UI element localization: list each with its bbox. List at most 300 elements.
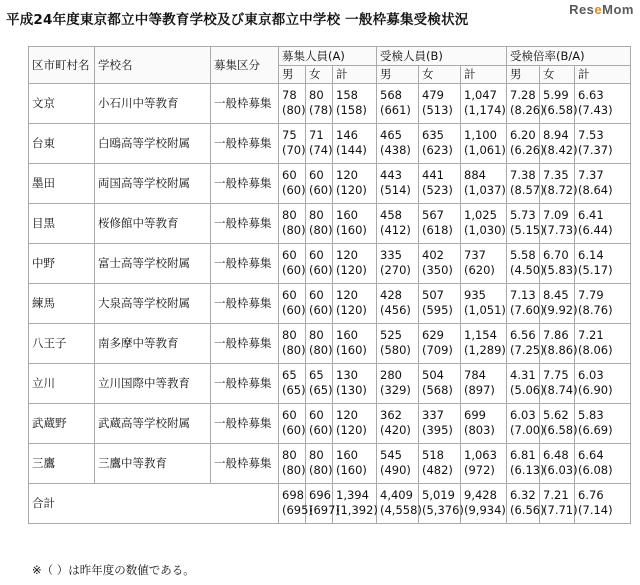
current-value: 7.53 — [578, 128, 604, 142]
value-cell — [575, 84, 631, 124]
district-cell: 立川 — [29, 364, 95, 404]
current-value: 146 — [336, 128, 358, 142]
previous-year-value: (160) — [336, 343, 367, 357]
value-cell — [377, 204, 419, 244]
value-cell — [279, 324, 306, 364]
value-cell — [333, 124, 377, 164]
current-value: 80 — [282, 448, 297, 462]
current-value: 60 — [282, 248, 297, 262]
district-cell: 墨田 — [29, 164, 95, 204]
value-cell — [540, 324, 578, 364]
previous-year-value: (8.74) — [543, 383, 578, 397]
current-value: 1,025 — [464, 208, 497, 222]
resemom-logo[interactable] — [569, 2, 634, 17]
value-cell — [377, 164, 419, 204]
value-cell — [461, 244, 507, 284]
value-cell — [507, 284, 545, 324]
current-value: 80 — [309, 88, 324, 102]
current-value: 7.35 — [543, 168, 569, 182]
value-cell — [575, 324, 631, 364]
value-cell — [306, 124, 333, 164]
value-cell — [377, 364, 419, 404]
school-cell: 富士高等学校附属 — [95, 244, 211, 284]
current-value: 4,409 — [380, 488, 413, 502]
header-applicants-male: 男 — [377, 66, 419, 84]
school-cell: 大泉高等学校附属 — [95, 284, 211, 324]
previous-year-value: (4.50) — [510, 263, 545, 277]
previous-year-value: (7.37) — [578, 143, 613, 157]
current-value: 7.21 — [543, 488, 569, 502]
current-value: 6.76 — [578, 488, 604, 502]
page-title: 平成24年度東京都立中等教育学校及び東京都立中学校 一般枠募集受検状況 — [6, 12, 469, 28]
current-value: 65 — [282, 368, 297, 382]
current-value: 60 — [309, 168, 324, 182]
table-row — [29, 164, 631, 204]
previous-year-value: (618) — [422, 223, 453, 237]
current-value: 7.75 — [543, 368, 569, 382]
category-cell: 一般枠募集 — [211, 204, 279, 244]
previous-year-value: (8.06) — [578, 343, 613, 357]
current-value: 60 — [282, 168, 297, 182]
school-cell: 武蔵高等学校附属 — [95, 404, 211, 444]
category-cell: 一般枠募集 — [211, 444, 279, 484]
current-value: 458 — [380, 208, 402, 222]
total-value-cell — [333, 484, 377, 524]
previous-year-value: (1,392) — [336, 503, 378, 517]
current-value: 443 — [380, 168, 402, 182]
current-value: 6.48 — [543, 448, 569, 462]
previous-year-value: (8.57) — [510, 183, 545, 197]
current-value: 60 — [282, 408, 297, 422]
previous-year-value: (697) — [309, 503, 340, 517]
value-cell — [419, 404, 461, 444]
current-value: 5.83 — [578, 408, 604, 422]
previous-year-value: (60) — [282, 423, 306, 437]
previous-year-value: (523) — [422, 183, 453, 197]
current-value: 120 — [336, 408, 358, 422]
header-recruit-total: 計 — [333, 66, 377, 84]
previous-year-value: (144) — [336, 143, 367, 157]
previous-year-value: (65) — [309, 383, 333, 397]
previous-year-value: (160) — [336, 463, 367, 477]
value-cell — [306, 284, 333, 324]
previous-year-value: (514) — [380, 183, 411, 197]
district-cell: 三鷹 — [29, 444, 95, 484]
value-cell — [507, 364, 545, 404]
previous-year-value: (709) — [422, 343, 453, 357]
table-row — [29, 204, 631, 244]
table-row — [29, 444, 631, 484]
previous-year-value: (395) — [422, 423, 453, 437]
exam-status-table — [28, 46, 631, 524]
previous-year-value: (60) — [282, 263, 306, 277]
value-cell — [333, 204, 377, 244]
previous-year-value: (412) — [380, 223, 411, 237]
current-value: 507 — [422, 288, 444, 302]
previous-year-value: (6.90) — [578, 383, 613, 397]
previous-year-value: (6.26) — [510, 143, 545, 157]
previous-year-value: (8.64) — [578, 183, 613, 197]
value-cell — [507, 444, 545, 484]
table-body — [29, 84, 631, 524]
previous-year-value: (120) — [336, 303, 367, 317]
table-row — [29, 324, 631, 364]
current-value: 441 — [422, 168, 444, 182]
previous-year-value: (6.56) — [510, 503, 545, 517]
previous-year-value: (623) — [422, 143, 453, 157]
value-cell — [419, 204, 461, 244]
current-value: 7.13 — [510, 288, 536, 302]
district-cell: 中野 — [29, 244, 95, 284]
previous-year-value: (60) — [282, 303, 306, 317]
logo-text-part3: Mom — [602, 2, 634, 17]
value-cell — [419, 364, 461, 404]
value-cell — [333, 364, 377, 404]
header-recruit-male: 男 — [279, 66, 306, 84]
current-value: 8.94 — [543, 128, 569, 142]
value-cell — [461, 84, 507, 124]
header-applicants: 受検人員(B) — [377, 47, 507, 66]
value-cell — [540, 124, 578, 164]
value-cell — [377, 84, 419, 124]
value-cell — [419, 444, 461, 484]
header-recruit-female: 女 — [306, 66, 333, 84]
previous-year-value: (65) — [282, 383, 306, 397]
value-cell — [306, 444, 333, 484]
previous-year-value: (160) — [336, 223, 367, 237]
footnote: ※（ ）は昨年度の数値である。 — [32, 563, 195, 577]
current-value: 75 — [282, 128, 297, 142]
total-value-cell — [279, 484, 313, 524]
current-value: 120 — [336, 168, 358, 182]
previous-year-value: (620) — [464, 263, 495, 277]
value-cell — [575, 284, 631, 324]
current-value: 5.73 — [510, 208, 536, 222]
value-cell — [540, 444, 578, 484]
school-cell: 立川国際中等教育 — [95, 364, 211, 404]
current-value: 4.31 — [510, 368, 536, 382]
current-value: 518 — [422, 448, 444, 462]
header-recruit: 募集人員(A) — [279, 47, 377, 66]
header-row-top — [29, 47, 631, 66]
value-cell — [377, 284, 419, 324]
district-cell: 台東 — [29, 124, 95, 164]
previous-year-value: (80) — [282, 223, 306, 237]
value-cell — [507, 244, 545, 284]
current-value: 465 — [380, 128, 402, 142]
current-value: 6.63 — [578, 88, 604, 102]
category-cell: 一般枠募集 — [211, 164, 279, 204]
district-cell: 文京 — [29, 84, 95, 124]
school-cell: 三鷹中等教育 — [95, 444, 211, 484]
current-value: 6.03 — [578, 368, 604, 382]
school-cell: 両国高等学校附属 — [95, 164, 211, 204]
value-cell — [419, 324, 461, 364]
previous-year-value: (482) — [422, 463, 453, 477]
previous-year-value: (120) — [336, 183, 367, 197]
previous-year-value: (6.58) — [543, 103, 578, 117]
value-cell — [540, 404, 578, 444]
previous-year-value: (1,051) — [464, 303, 506, 317]
previous-year-value: (6.13) — [510, 463, 545, 477]
value-cell — [333, 84, 377, 124]
value-cell — [575, 244, 631, 284]
header-applicants-female: 女 — [419, 66, 461, 84]
previous-year-value: (80) — [282, 103, 306, 117]
value-cell — [461, 124, 507, 164]
value-cell — [279, 364, 306, 404]
previous-year-value: (8.72) — [543, 183, 578, 197]
previous-year-value: (270) — [380, 263, 411, 277]
table-row — [29, 84, 631, 124]
current-value: 737 — [464, 248, 486, 262]
value-cell — [377, 124, 419, 164]
value-cell — [377, 404, 419, 444]
current-value: 65 — [309, 368, 324, 382]
category-cell: 一般枠募集 — [211, 364, 279, 404]
previous-year-value: (329) — [380, 383, 411, 397]
current-value: 80 — [309, 328, 324, 342]
previous-year-value: (350) — [422, 263, 453, 277]
value-cell — [279, 84, 306, 124]
value-cell — [507, 404, 545, 444]
value-cell — [306, 364, 333, 404]
current-value: 80 — [309, 208, 324, 222]
current-value: 7.37 — [578, 168, 604, 182]
current-value: 428 — [380, 288, 402, 302]
previous-year-value: (7.73) — [543, 223, 578, 237]
previous-year-value: (80) — [309, 343, 333, 357]
current-value: 567 — [422, 208, 444, 222]
previous-year-value: (7.71) — [543, 503, 578, 517]
previous-year-value: (5,376) — [422, 503, 464, 517]
current-value: 7.28 — [510, 88, 536, 102]
table-row — [29, 124, 631, 164]
current-value: 7.86 — [543, 328, 569, 342]
current-value: 1,100 — [464, 128, 497, 142]
value-cell — [461, 444, 507, 484]
current-value: 60 — [282, 288, 297, 302]
value-cell — [333, 404, 377, 444]
previous-year-value: (1,174) — [464, 103, 506, 117]
value-cell — [419, 124, 461, 164]
total-row — [29, 484, 631, 524]
current-value: 5.99 — [543, 88, 569, 102]
header-applicants-total: 計 — [461, 66, 507, 84]
value-cell — [507, 324, 545, 364]
previous-year-value: (7.00) — [510, 423, 545, 437]
previous-year-value: (78) — [309, 103, 333, 117]
district-cell: 武蔵野 — [29, 404, 95, 444]
category-cell: 一般枠募集 — [211, 404, 279, 444]
value-cell — [461, 204, 507, 244]
previous-year-value: (7.14) — [578, 503, 613, 517]
previous-year-value: (70) — [282, 143, 306, 157]
current-value: 525 — [380, 328, 402, 342]
value-cell — [306, 404, 333, 444]
previous-year-value: (595) — [422, 303, 453, 317]
previous-year-value: (120) — [336, 263, 367, 277]
current-value: 6.03 — [510, 408, 536, 422]
previous-year-value: (9,934) — [464, 503, 506, 517]
current-value: 60 — [309, 288, 324, 302]
previous-year-value: (8.42) — [543, 143, 578, 157]
value-cell — [419, 164, 461, 204]
total-value-cell — [540, 484, 578, 524]
value-cell — [540, 204, 578, 244]
current-value: 5,019 — [422, 488, 455, 502]
value-cell — [461, 284, 507, 324]
value-cell — [306, 204, 333, 244]
current-value: 1,063 — [464, 448, 497, 462]
previous-year-value: (6.44) — [578, 223, 613, 237]
value-cell — [461, 324, 507, 364]
value-cell — [306, 84, 333, 124]
previous-year-value: (897) — [464, 383, 495, 397]
previous-year-value: (5.15) — [510, 223, 545, 237]
value-cell — [507, 124, 545, 164]
value-cell — [306, 164, 333, 204]
value-cell — [461, 164, 507, 204]
previous-year-value: (7.25) — [510, 343, 545, 357]
value-cell — [279, 124, 306, 164]
previous-year-value: (5.17) — [578, 263, 613, 277]
previous-year-value: (60) — [309, 183, 333, 197]
current-value: 545 — [380, 448, 402, 462]
logo-text-part1: Res — [569, 2, 595, 17]
school-cell: 桜修館中等教育 — [95, 204, 211, 244]
value-cell — [540, 84, 578, 124]
current-value: 402 — [422, 248, 444, 262]
value-cell — [575, 364, 631, 404]
value-cell — [333, 244, 377, 284]
current-value: 80 — [282, 208, 297, 222]
logo-text-accent: e — [594, 2, 603, 17]
current-value: 1,047 — [464, 88, 497, 102]
current-value: 568 — [380, 88, 402, 102]
value-cell — [419, 284, 461, 324]
total-value-cell — [507, 484, 545, 524]
value-cell — [575, 444, 631, 484]
value-cell — [279, 164, 306, 204]
current-value: 935 — [464, 288, 486, 302]
value-cell — [377, 444, 419, 484]
current-value: 6.14 — [578, 248, 604, 262]
value-cell — [333, 164, 377, 204]
value-cell — [419, 84, 461, 124]
category-cell: 一般枠募集 — [211, 244, 279, 284]
school-cell: 白鴎高等学校附属 — [95, 124, 211, 164]
value-cell — [575, 404, 631, 444]
value-cell — [461, 404, 507, 444]
current-value: 698 — [282, 488, 304, 502]
current-value: 80 — [309, 448, 324, 462]
previous-year-value: (803) — [464, 423, 495, 437]
header-ratio-male: 男 — [507, 66, 540, 84]
value-cell — [377, 324, 419, 364]
category-cell: 一般枠募集 — [211, 284, 279, 324]
value-cell — [540, 244, 578, 284]
previous-year-value: (6.58) — [543, 423, 578, 437]
value-cell — [507, 84, 545, 124]
header-ratio-female: 女 — [540, 66, 575, 84]
previous-year-value: (74) — [309, 143, 333, 157]
current-value: 160 — [336, 448, 358, 462]
previous-year-value: (568) — [422, 383, 453, 397]
current-value: 6.41 — [578, 208, 604, 222]
current-value: 337 — [422, 408, 444, 422]
previous-year-value: (130) — [336, 383, 367, 397]
current-value: 7.09 — [543, 208, 569, 222]
current-value: 60 — [309, 408, 324, 422]
table-row — [29, 404, 631, 444]
current-value: 9,428 — [464, 488, 497, 502]
current-value: 1,154 — [464, 328, 497, 342]
current-value: 120 — [336, 288, 358, 302]
current-value: 120 — [336, 248, 358, 262]
value-cell — [333, 284, 377, 324]
current-value: 479 — [422, 88, 444, 102]
current-value: 8.45 — [543, 288, 569, 302]
previous-year-value: (80) — [282, 343, 306, 357]
value-cell — [507, 164, 545, 204]
category-cell: 一般枠募集 — [211, 324, 279, 364]
value-cell — [306, 324, 333, 364]
current-value: 160 — [336, 208, 358, 222]
value-cell — [279, 404, 306, 444]
previous-year-value: (7.43) — [578, 103, 613, 117]
previous-year-value: (8.76) — [578, 303, 613, 317]
district-cell: 目黒 — [29, 204, 95, 244]
current-value: 635 — [422, 128, 444, 142]
header-school: 学校名 — [95, 47, 211, 84]
total-value-cell — [461, 484, 507, 524]
value-cell — [575, 164, 631, 204]
value-cell — [575, 124, 631, 164]
school-cell: 小石川中等教育 — [95, 84, 211, 124]
school-cell: 南多摩中等教育 — [95, 324, 211, 364]
previous-year-value: (60) — [309, 303, 333, 317]
previous-year-value: (80) — [309, 463, 333, 477]
current-value: 699 — [464, 408, 486, 422]
previous-year-value: (9.92) — [543, 303, 578, 317]
previous-year-value: (1,037) — [464, 183, 506, 197]
district-cell: 八王子 — [29, 324, 95, 364]
current-value: 6.81 — [510, 448, 536, 462]
previous-year-value: (158) — [336, 103, 367, 117]
previous-year-value: (513) — [422, 103, 453, 117]
table-row — [29, 284, 631, 324]
previous-year-value: (80) — [282, 463, 306, 477]
value-cell — [306, 244, 333, 284]
previous-year-value: (438) — [380, 143, 411, 157]
current-value: 160 — [336, 328, 358, 342]
header-district: 区市町村名 — [29, 47, 95, 84]
current-value: 7.38 — [510, 168, 536, 182]
current-value: 78 — [282, 88, 297, 102]
previous-year-value: (420) — [380, 423, 411, 437]
total-value-cell — [377, 484, 422, 524]
current-value: 130 — [336, 368, 358, 382]
previous-year-value: (6.69) — [578, 423, 613, 437]
value-cell — [419, 244, 461, 284]
current-value: 504 — [422, 368, 444, 382]
total-value-cell — [306, 484, 340, 524]
previous-year-value: (60) — [309, 423, 333, 437]
current-value: 6.64 — [578, 448, 604, 462]
previous-year-value: (661) — [380, 103, 411, 117]
value-cell — [279, 444, 306, 484]
